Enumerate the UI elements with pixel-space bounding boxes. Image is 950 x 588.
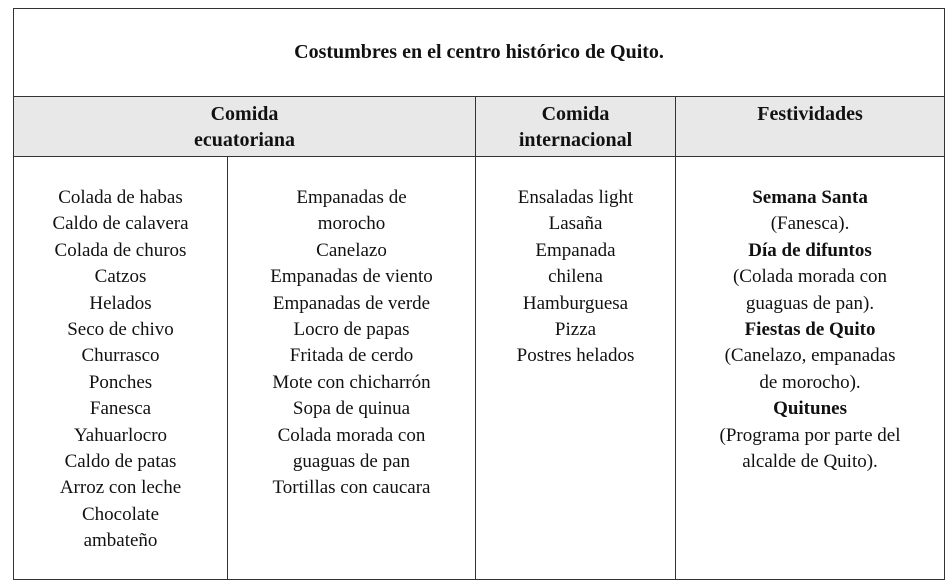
festival-name: Fiestas de Quito — [744, 319, 876, 341]
col3-item: chilena — [548, 266, 603, 288]
festival-name: Día de difuntos — [748, 239, 872, 261]
header-ecuatoriana-line1: Comida — [210, 103, 279, 125]
festival-detail: de morocho). — [759, 371, 861, 393]
col2-item: Fritada de cerdo — [289, 345, 414, 367]
col3-list — [476, 157, 675, 370]
col4-list — [676, 157, 944, 475]
col2-item: morocho — [317, 213, 386, 235]
col1-item: Caldo de calavera — [52, 213, 189, 235]
col-festividades — [676, 157, 945, 580]
col2-item: Empanadas de verde — [272, 292, 431, 314]
col1-list — [14, 157, 227, 555]
col1-item: Ponches — [88, 371, 153, 393]
festival-detail: (Colada morada con — [732, 266, 888, 288]
col2-list — [228, 157, 475, 502]
col2-item: Tortillas con caucara — [272, 477, 431, 499]
header-internacional-line2: internacional — [518, 129, 633, 151]
col3-item: Pizza — [554, 319, 597, 341]
col2-item: Locro de papas — [293, 319, 410, 341]
col1-item: Seco de chivo — [67, 319, 174, 341]
col3-item: Lasaña — [548, 213, 603, 235]
col1-item: Helados — [89, 292, 152, 314]
header-festividades — [676, 97, 945, 157]
col1-item: Catzos — [94, 266, 147, 288]
col1-item: Chocolate — [81, 503, 160, 525]
col2-item: Sopa de quinua — [292, 398, 411, 420]
col1-item: Arroz con leche — [59, 477, 182, 499]
col3-item: Hamburguesa — [522, 292, 629, 314]
col-ecuatoriana-2 — [228, 157, 476, 580]
header-festividades-label: Festividades — [757, 103, 863, 125]
body-row — [14, 157, 945, 580]
header-row — [14, 97, 945, 157]
col2-item: Empanadas de — [296, 187, 407, 208]
header-internacional-line1: Comida — [541, 103, 610, 125]
festival-detail: (Canelazo, empanadas — [724, 345, 896, 367]
customs-table — [13, 8, 945, 580]
title-row — [14, 9, 945, 97]
header-comida-ecuatoriana — [14, 97, 476, 157]
festival-detail: (Fanesca). — [770, 213, 850, 235]
col1-item: Yahuarlocro — [73, 424, 168, 446]
col3-item: Empanada — [535, 239, 616, 261]
col2-item: Empanadas de viento — [270, 266, 433, 288]
header-comida-internacional — [476, 97, 676, 157]
col1-item: Colada de habas — [58, 187, 183, 208]
festival-name: Semana Santa — [752, 187, 868, 208]
col1-item: Colada de churos — [54, 239, 187, 261]
col-internacional — [476, 157, 676, 580]
col1-item: Caldo de patas — [64, 451, 177, 473]
col2-item: Canelazo — [316, 239, 387, 261]
festival-detail: guaguas de pan). — [745, 292, 875, 314]
festival-name: Quitunes — [773, 398, 847, 420]
table-title: Costumbres en el centro histórico de Quito. — [14, 9, 945, 97]
festival-detail: alcalde de Quito). — [742, 451, 878, 473]
col1-item: Fanesca — [89, 398, 152, 420]
col2-item: Colada morada con — [277, 424, 426, 446]
col2-item: Mote con chicharrón — [272, 371, 431, 393]
col1-item: ambateño — [83, 530, 158, 552]
festival-detail: (Programa por parte del — [719, 424, 901, 446]
col-ecuatoriana-1 — [14, 157, 228, 580]
col2-item: guaguas de pan — [292, 451, 411, 473]
col3-item: Postres helados — [516, 345, 635, 367]
header-ecuatoriana-line2: ecuatoriana — [193, 129, 296, 151]
col3-item: Ensaladas light — [517, 187, 634, 208]
col1-item: Churrasco — [81, 345, 160, 367]
